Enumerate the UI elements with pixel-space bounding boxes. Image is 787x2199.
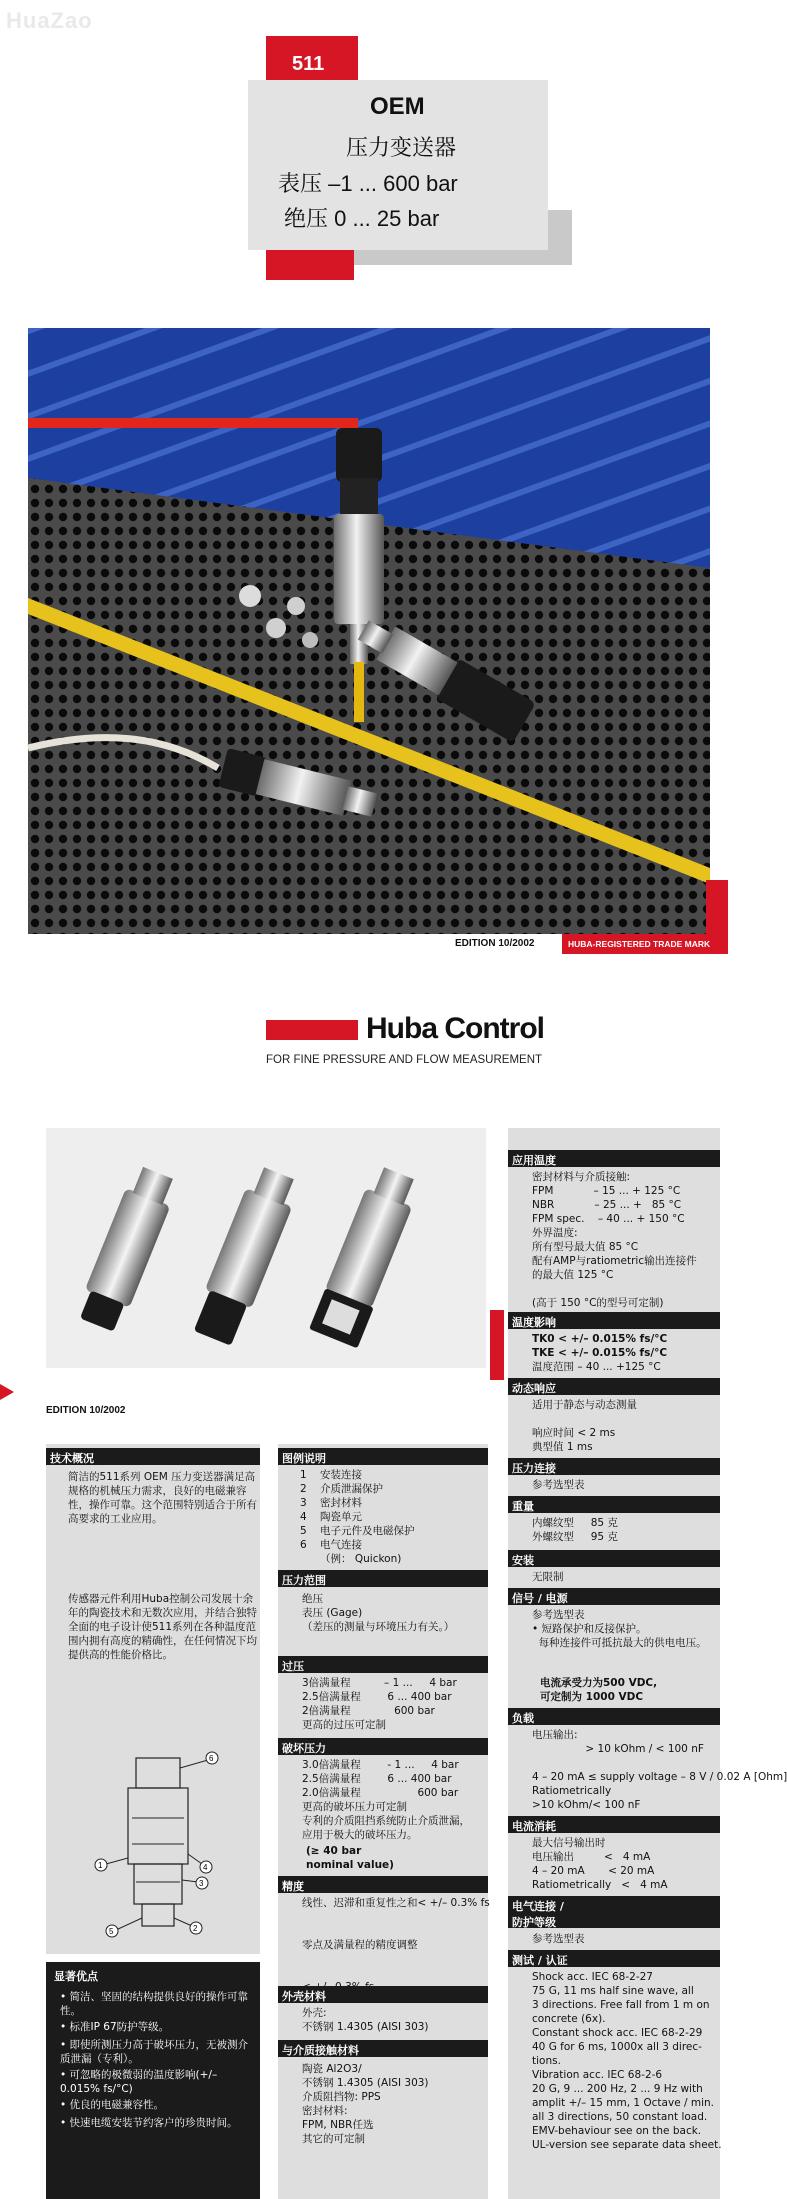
diagram-label-3: 3: [199, 1879, 204, 1888]
edition-label-2: EDITION 10/2002: [46, 1405, 126, 1416]
edition-label: EDITION 10/2002: [455, 938, 535, 949]
section-accuracy-title: 精度: [278, 1876, 488, 1893]
section-dynamic-title: 动态响应: [508, 1378, 720, 1395]
feature-1: • 简洁、坚固的结构提供良好的操作可靠性。: [60, 1991, 249, 2017]
model-tab: [266, 36, 358, 80]
model-number: 511: [292, 53, 325, 75]
section-current-title: 电流消耗: [508, 1816, 720, 1833]
features-title: 显著优点: [54, 1970, 98, 1983]
feature-6: • 快速电缆安装节约客户的珍贵时间。: [60, 2117, 238, 2129]
tempeffect-values: TK0 < +/– 0.015% fs/°C TKE < +/– 0.015% fs/°C: [532, 1333, 668, 1359]
red-arrow-icon: [0, 1384, 14, 1400]
sensor-diagram: [88, 1748, 228, 1954]
section-range-title: 压力范围: [278, 1570, 488, 1587]
section-load-title: 负载: [508, 1708, 720, 1725]
electrical-text: 参考选型表: [532, 1933, 585, 1945]
overview-text-2: 传感器元件利用Huba控制公司发展十余年的陶瓷技术和无数次应用，并结合独特全面的电子设计使511系列在各种温度范围内拥有高度的精确性，在任何情况下均提供高的性能价格比。: [68, 1593, 257, 1661]
product-photo: [46, 1128, 486, 1368]
section-test-title: 测试 / 认证: [508, 1950, 720, 1967]
section-housing-title: 外壳材料: [278, 1986, 488, 2003]
mount-text: 无限制: [532, 1571, 564, 1583]
section-overpressure-title: 过压: [278, 1656, 488, 1673]
feature-3: • 即使所测压力高于破坏压力，无被测介质泄漏（专利）。: [60, 2039, 249, 2065]
wetted-text: 陶瓷 Al2O3/ 不锈钢 1.4305 (AISI 303) 介质阻挡物: PPS 密封材料: FPM, NBR任选 其它的可定制: [302, 2063, 429, 2145]
title-oem: OEM: [370, 93, 425, 120]
temp-text: 密封材料与介质接触: FPM – 15 ... + 125 °C NBR – 25 ... + 85 °C FPM spec. – 40 ... + 150 °C 外界温度: 所有型号最大值 85 °C 配有AMP与ratiometric输出连接件 的最大值 125 °C (高于 150 °C的型号可定制): [532, 1171, 697, 1309]
feature-4: • 可忽略的极微弱的温度影响(+/– 0.015% fs/°C): [60, 2069, 218, 2095]
hero-photo: [28, 328, 710, 934]
legend-text: 1 安装连接 2 介质泄漏保护 3 密封材料 4 陶瓷单元 5 电子元件及电磁保护 6 电气连接 （例： Quickon): [300, 1469, 415, 1565]
title-subtitle: 压力变送器: [346, 136, 457, 161]
range-text: 绝压 表压 (Gage) （差压的测量与环境压力有关。）: [302, 1593, 455, 1633]
section-burst-title: 破坏压力: [278, 1738, 488, 1755]
feature-2: • 标准IP 67防护等级。: [60, 2021, 170, 2033]
current-text: 最大信号输出时 电压输出 < 4 mA 4 – 20 mA < 20 mA Ratiometrically < 4 mA: [532, 1837, 668, 1891]
diagram-label-5: 5: [109, 1927, 114, 1936]
burst-nominal: (≥ 40 bar nominal value): [306, 1845, 394, 1871]
section-weight-title: 重量: [508, 1496, 720, 1513]
section-electrical-title: 电气连接 / 防护等级: [508, 1896, 720, 1928]
tempeffect-range: 温度范围 – 40 ... +125 °C: [532, 1361, 661, 1373]
signal-voltage: 电流承受力为500 VDC, 可定制为 1000 VDC: [540, 1677, 658, 1703]
diagram-label-1: 1: [98, 1861, 103, 1870]
dynamic-text: 适用于静态与动态测量 响应时间 < 2 ms 典型值 1 ms: [532, 1399, 637, 1453]
section-mount-title: 安装: [508, 1550, 720, 1567]
overpressure-text: 3倍满量程 – 1 ... 4 bar 2.5倍满量程 6 ... 400 bar 2倍满量程 600 bar 更高的过压可定制: [302, 1677, 457, 1731]
title-red-foot: [266, 250, 354, 280]
diagram-label-4: 4: [203, 1863, 208, 1872]
section-tempeffect-title: 温度影响: [508, 1312, 720, 1329]
diagram-label-6: 6: [209, 1754, 214, 1763]
section-connection-title: 压力连接: [508, 1458, 720, 1475]
section-temp-title: 应用温度: [508, 1150, 720, 1167]
signal-text: 参考选型表 • 短路保护和反接保护。 每种连接件可抵抗最大的供电电压。: [532, 1609, 707, 1649]
title-range-gauge: 表压 –1 ... 600 bar: [278, 171, 458, 196]
section-legend-title: 图例说明: [278, 1448, 488, 1465]
section-signal-title: 信号 / 电源: [508, 1588, 720, 1605]
watermark: HuaZao: [6, 8, 93, 33]
weight-text: 内螺纹型 85 克 外螺纹型 95 克: [532, 1517, 618, 1543]
section-overview-title: 技术概况: [46, 1448, 260, 1465]
trademark-tag: HUBA-REGISTERED TRADE MARK: [562, 934, 728, 954]
test-text: Shock acc. IEC 68-2-27 75 G, 11 ms half sine wave, all 3 directions. Free fall from 1 m on concrete (6x). Constant shock acc. IEC 68-2-29 40 G for 6 ms, 1000x all 3 direc- tions. Vibration acc. IEC 68-2-6 20 G, 9 ... 200 Hz, 2 ... 9 Hz with amplit +/– 15 mm, 1 Octave / min. all 3 directions, 50 constant load. EMV-behaviour see on the back. UL-version see separate data sheet.: [532, 1971, 722, 2151]
burst-text: 3.0倍满量程 - 1 ... 4 bar 2.5倍满量程 6 ... 400 bar 2.0倍满量程 600 bar 更高的破坏压力可定制 专利的介质阻挡系统防止介质泄漏， 应用于极大的破坏压力。: [302, 1759, 470, 1841]
brand-bar: [266, 1020, 358, 1040]
title-range-absolute: 绝压 0 ... 25 bar: [284, 206, 440, 231]
housing-text: 外壳: 不锈钢 1.4305 (AISI 303): [302, 2007, 429, 2033]
brand-tagline: FOR FINE PRESSURE AND FLOW MEASUREMENT: [266, 1054, 543, 1066]
accuracy-text: 线性、迟滞和重复性之和< +/– 0.3% fs 零点及满量程的精度调整: [302, 1897, 490, 1951]
section-wetted-title: 与介质接触材料: [278, 2040, 488, 2057]
overview-text: 简洁的511系列 OEM 压力变送器满足高规格的机械压力需求，良好的电磁兼容性，操作可靠。这个范围特别适合于所有高要求的工业应用。: [68, 1471, 257, 1525]
diagram-label-2: 2: [193, 1924, 198, 1933]
connection-text: 参考选型表: [532, 1479, 585, 1491]
load-text: 电压输出: > 10 kOhm / < 100 nF 4 – 20 mA ≤ supply voltage – 8 V / 0.02 A [Ohm] Ratiometrically >10 kOhm/< 100 nF: [532, 1729, 787, 1811]
red-strip: [490, 1310, 504, 1380]
brand-logo: Huba Control: [366, 1012, 544, 1045]
feature-5: • 优良的电磁兼容性。: [60, 2099, 165, 2111]
